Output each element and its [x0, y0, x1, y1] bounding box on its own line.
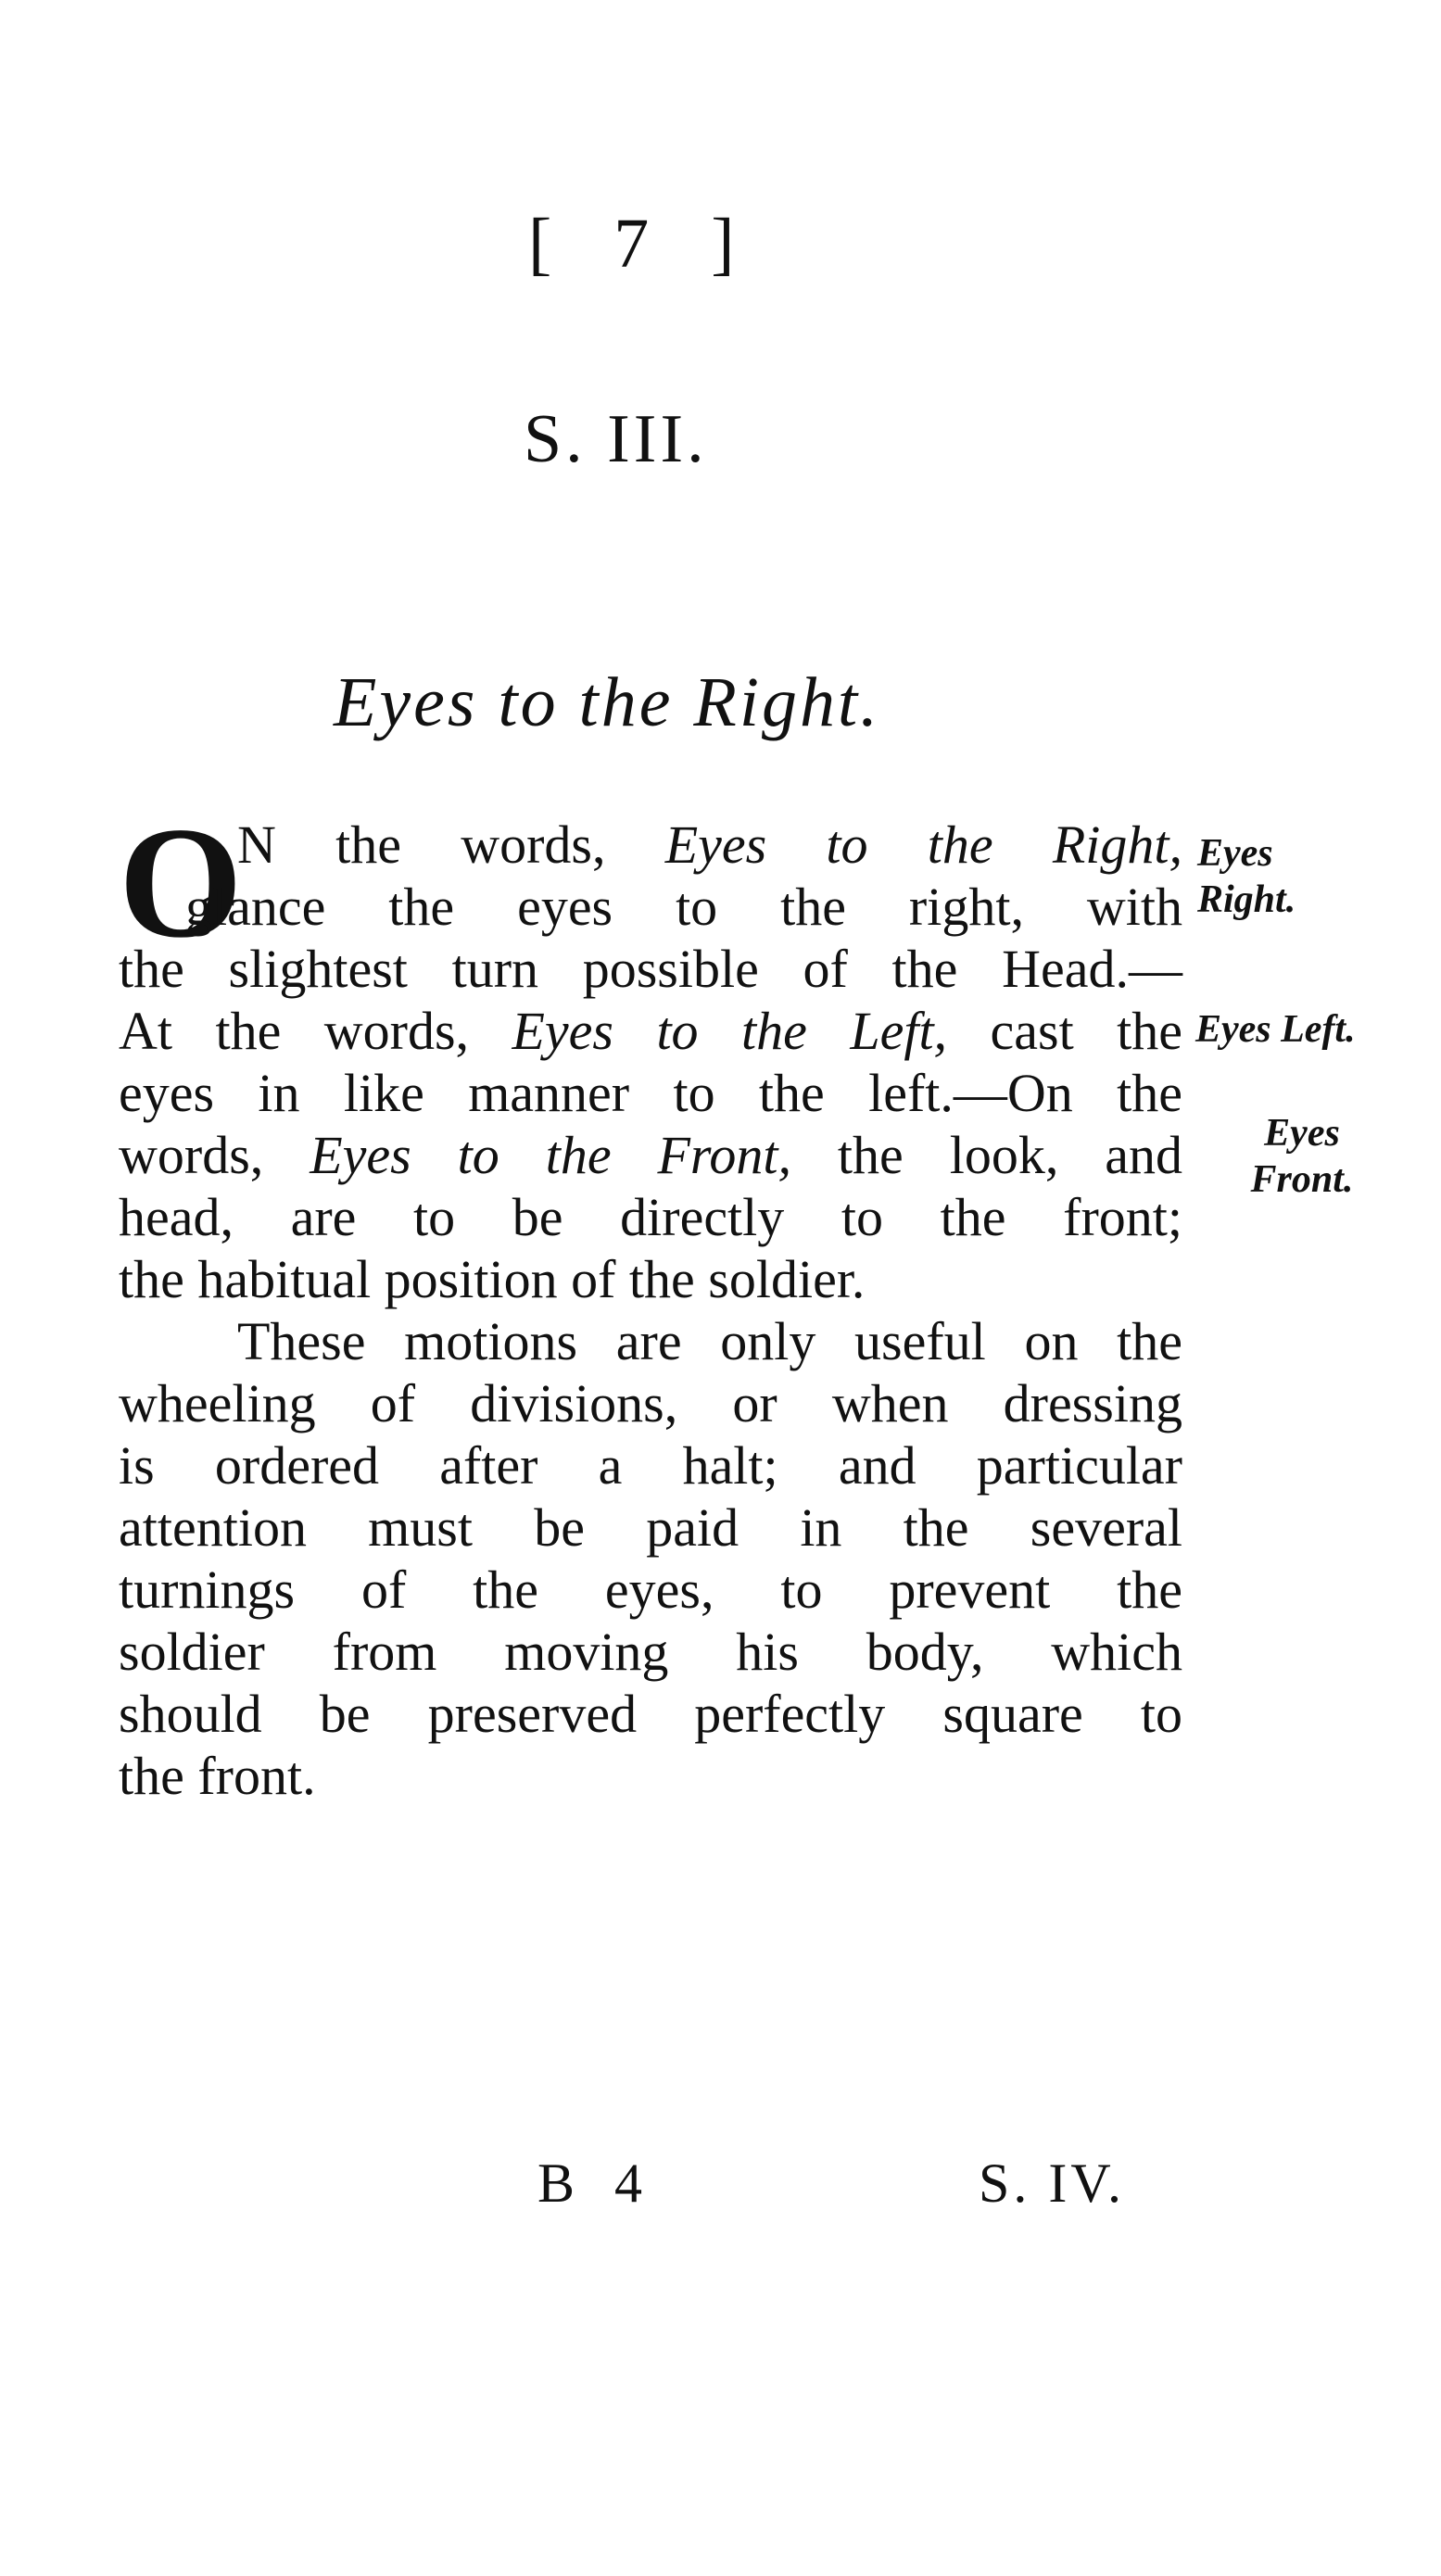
text-line: attention must be paid in the several — [119, 1497, 1182, 1558]
text-line: head, are to be directly to the front; — [119, 1187, 1182, 1247]
margin-note-eyes-front: Eyes Front. — [1250, 1112, 1354, 1201]
text-line: the front. — [119, 1746, 316, 1806]
section-title: Eyes to the Right. — [334, 663, 881, 741]
italic-run: Eyes to the Left, — [512, 1001, 948, 1061]
text-run: N the words, — [237, 814, 665, 875]
text-line: should be preserved perfectly square to — [119, 1684, 1182, 1744]
italic-run: Eyes to the Right, — [664, 814, 1182, 875]
text-line: turnings of the eyes, to prevent the — [119, 1559, 1182, 1620]
text-run: cast the — [947, 1001, 1183, 1061]
italic-run: Eyes to the Front, — [310, 1125, 791, 1185]
text-line: soldier from moving his body, which — [119, 1622, 1182, 1682]
margin-note-eyes-right: Eyes Right. — [1197, 832, 1296, 921]
text-line: eyes in like manner to the left.—On the — [119, 1063, 1182, 1123]
catchword: S. IV. — [979, 2153, 1125, 2214]
text-line: wheeling of divisions, or when dressing — [119, 1373, 1182, 1433]
body-text — [119, 795, 1183, 1807]
text-line: These motions are only useful on the — [237, 1311, 1182, 1371]
text-line: is ordered after a halt; and particular — [119, 1435, 1182, 1496]
text-line: glance the eyes to the right, with — [185, 877, 1182, 937]
text-line — [119, 814, 1182, 876]
text-run: At the words, — [119, 1001, 512, 1061]
text-run: the look, and — [790, 1125, 1183, 1185]
drop-cap: O — [119, 795, 243, 971]
page-number: [ 7 ] — [528, 205, 757, 283]
signature-mark: B 4 — [537, 2153, 656, 2214]
text-line: the habitual position of the soldier. — [119, 1249, 866, 1309]
section-heading: S. III. — [524, 401, 708, 477]
text-line: the slightest turn possible of the Head.— — [119, 939, 1182, 999]
margin-note-eyes-left: Eyes Left. — [1195, 1008, 1356, 1051]
text-line — [119, 1124, 1182, 1186]
text-run: words, — [119, 1125, 310, 1185]
text-line — [119, 1000, 1182, 1062]
